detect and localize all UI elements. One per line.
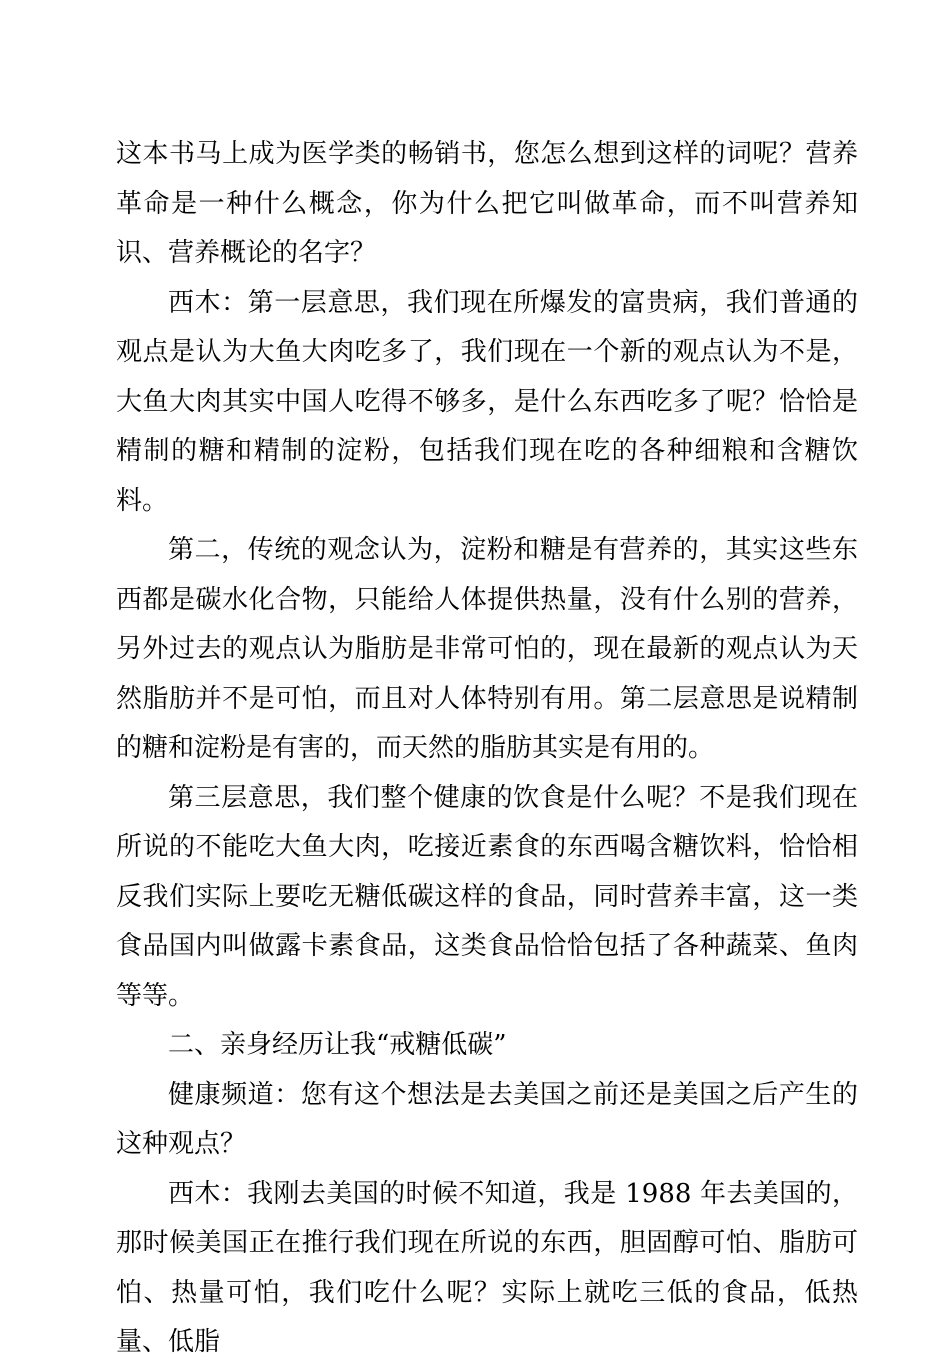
section-heading: 二、亲身经历让我“戒糖低碳” bbox=[168, 1030, 507, 1060]
paragraph-6: 西木：我刚去美国的时候不知道，我是 1988 年去美国的，那时候美国正在推行我们现在所说的东西，胆固醇可怕、脂肪可怕、热量可怕，我们吃什么呢？实际上就吃三低的食品，低热量、低脂 bbox=[116, 1178, 858, 1357]
paragraph-3: 第二，传统的观念认为，淀粉和糖是有营养的，其实这些东西都是碳水化合物，只能给人体提供热量，没有什么别的营养，另外过去的观点认为脂肪是非常可怕的，现在最新的观点认为天然脂肪并不是可怕，而且对人体特别有用。第二层意思是说精制的糖和淀粉是有害的，而天然的脂肪其实是有用的。 bbox=[116, 535, 858, 763]
paragraph-2: 西木：第一层意思，我们现在所爆发的富贵病，我们普通的观点是认为大鱼大肉吃多了，我们现在一个新的观点认为不是，大鱼大肉其实中国人吃得不够多，是什么东西吃多了呢？恰恰是精制的糖和精制的淀粉，包括我们现在吃的各种细粮和含糖饮料。 bbox=[116, 287, 858, 516]
document-body bbox=[116, 130, 858, 1368]
paragraph-5: 健康频道：您有这个想法是去美国之前还是美国之后产生的这种观点？ bbox=[116, 1079, 858, 1159]
paragraph-1: 这本书马上成为医学类的畅销书，您怎么想到这样的词呢？营养革命是一种什么概念，你为什么把它叫做革命，而不叫营养知识、营养概论的名字？ bbox=[116, 139, 858, 268]
paragraph-4: 第三层意思，我们整个健康的饮食是什么呢？不是我们现在所说的不能吃大鱼大肉，吃接近素食的东西喝含糖饮料，恰恰相反我们实际上要吃无糖低碳这样的食品，同时营养丰富，这一类食品国内叫做露卡素食品，这类食品恰恰包括了各种蔬菜、鱼肉等等。 bbox=[116, 782, 858, 1011]
